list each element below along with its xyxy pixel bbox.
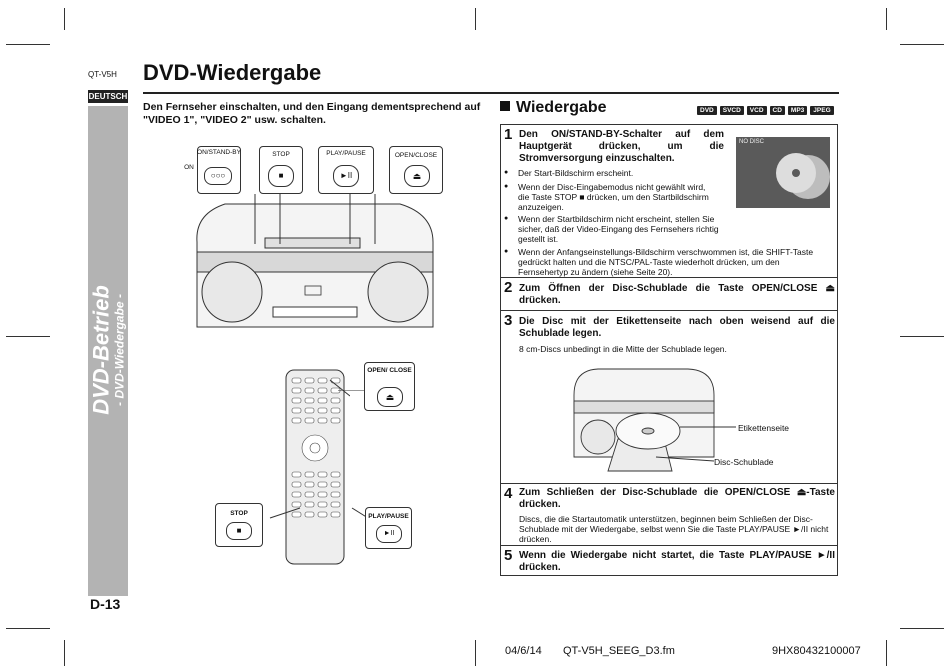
step-number: 2 <box>504 279 513 296</box>
model-label: QT-V5H <box>88 70 117 79</box>
stop-label: STOP <box>272 151 290 158</box>
disc-tray-callout: Disc-Schublade <box>714 457 774 467</box>
step-text: Zum Öffnen der Disc-Schublade die Taste OPEN/CLOSE ⏏ drücken. <box>519 283 835 306</box>
sidebar-title: DVD-Betrieb <box>88 285 114 415</box>
remote-stop-button[interactable] <box>215 503 263 547</box>
bullet-item: ● Wenn der Startbildschirm nicht erscheint, stellen Sie sicher, daß der Video-Eingang des Fernsehers richtig gestellt ist. <box>504 214 719 244</box>
eject-icon: ⏏ <box>404 165 430 187</box>
remote-play-pause-label: PLAY/PAUSE <box>368 513 409 520</box>
format-badge: MP3 <box>788 106 807 115</box>
language-tab: DEUTSCH <box>88 92 128 101</box>
stop-button[interactable] <box>259 146 303 194</box>
crop-mark <box>886 8 887 30</box>
crop-mark <box>900 44 944 45</box>
tv-screen-no-disc <box>736 137 830 208</box>
play-pause-icon: ►II <box>376 525 402 543</box>
power-dots-icon: ○○○ <box>204 167 232 185</box>
remote-open-close-label: OPEN/ CLOSE <box>367 367 412 374</box>
open-close-button[interactable] <box>389 146 443 194</box>
format-badge: SVCD <box>720 106 744 115</box>
crop-mark <box>6 336 50 337</box>
step-note: Discs, die die Startautomatik unterstützen, beginnen beim Schließen der Disc-Schublade mit der Wiedergabe, selbst wenn Sie die Taste PLAY/PAUSE ►/II nicht drücken. <box>519 514 829 544</box>
title-rule <box>143 92 839 94</box>
stop-icon: ■ <box>226 522 252 540</box>
bullet-item: ● Wenn der Anfangseinstellungs-Bildschirm verschwommen ist, die SHIFT-Taste gedrückt halten und die NTSC/PAL-Taste wiederholt drücken, um den Fernsehertyp zu ändern (siehe Seite 20). <box>504 247 832 277</box>
crop-mark <box>6 628 50 629</box>
open-close-label: OPEN/CLOSE <box>394 152 438 159</box>
crop-mark <box>6 44 50 45</box>
step-text: Zum Schließen der Disc-Schublade die OPEN/CLOSE ⏏-Taste drücken. <box>519 487 835 510</box>
step-text: Wenn die Wiedergabe nicht startet, die Taste PLAY/PAUSE ►/II drücken. <box>519 550 835 573</box>
crop-mark <box>900 628 944 629</box>
step-number: 4 <box>504 485 513 502</box>
remote-open-close-button[interactable] <box>364 362 415 411</box>
footer-file: QT-V5H_SEEG_D3.fm <box>563 645 675 657</box>
step-text: Den ON/STAND-BY-Schalter auf dem Hauptgerät drücken, um die Stromversorgung einzuschalten. <box>519 129 724 164</box>
crop-mark <box>886 640 887 666</box>
step-number: 1 <box>504 126 513 143</box>
step-number: 3 <box>504 312 513 329</box>
eject-icon: ⏏ <box>377 387 403 407</box>
on-standby-label: ON/STAND-BY <box>197 149 241 156</box>
footer-date: 04/6/14 <box>505 645 542 657</box>
on-label: ON <box>184 164 194 171</box>
play-pause-button[interactable] <box>318 146 374 194</box>
step-number: 5 <box>504 547 513 564</box>
format-badge: JPEG <box>810 106 833 115</box>
section-title: Wiedergabe <box>516 99 607 116</box>
disc-graphic <box>736 137 830 208</box>
step-2 <box>500 277 838 310</box>
crop-mark <box>475 8 476 30</box>
crop-mark <box>64 8 65 30</box>
crop-mark <box>900 336 944 337</box>
remote-play-pause-button[interactable] <box>365 507 412 549</box>
sidebar-subtitle: - DVD-Wiedergabe - <box>112 294 127 406</box>
play-pause-icon: ►II <box>333 165 359 187</box>
format-badge: DVD <box>697 106 717 115</box>
sidebar-text <box>90 285 127 415</box>
square-bullet-icon <box>500 101 510 111</box>
section-heading <box>500 99 607 117</box>
label-side-callout: Etikettenseite <box>738 423 790 433</box>
step-text: Die Disc mit der Etikettenseite nach oben weisend auf die Schublade legen. <box>519 316 835 339</box>
step-4 <box>500 483 838 545</box>
stop-icon: ■ <box>268 165 294 187</box>
footer-code: 9HX80432100007 <box>772 645 861 657</box>
no-disc-label: NO DISC <box>739 139 765 145</box>
crop-mark <box>475 640 476 666</box>
step-note: 8 cm-Discs unbedingt in die Mitte der Schublade legen. <box>519 344 727 354</box>
play-pause-label: PLAY/PAUSE <box>326 150 366 157</box>
format-badge: VCD <box>747 106 767 115</box>
format-badges <box>697 106 834 115</box>
bullet-item: ● Der Start-Bildschirm erscheint. <box>504 168 714 178</box>
bullet-item: ● Wenn der Disc-Eingabemodus nicht gewählt wird, die Taste STOP ■ drücken, um den Startbildschirm anzuzeigen. <box>504 182 714 212</box>
remote-stop-label: STOP <box>230 510 248 517</box>
page-number: D-13 <box>90 596 121 612</box>
page-title: DVD-Wiedergabe <box>143 60 322 85</box>
intro-text: Den Fernseher einschalten, und den Eingang dementsprechend auf "VIDEO 1", "VIDEO 2" usw. schalten. <box>143 101 481 126</box>
crop-mark <box>64 640 65 666</box>
step-5 <box>500 545 838 576</box>
format-badge: CD <box>770 106 785 115</box>
on-standby-button[interactable] <box>184 146 241 194</box>
